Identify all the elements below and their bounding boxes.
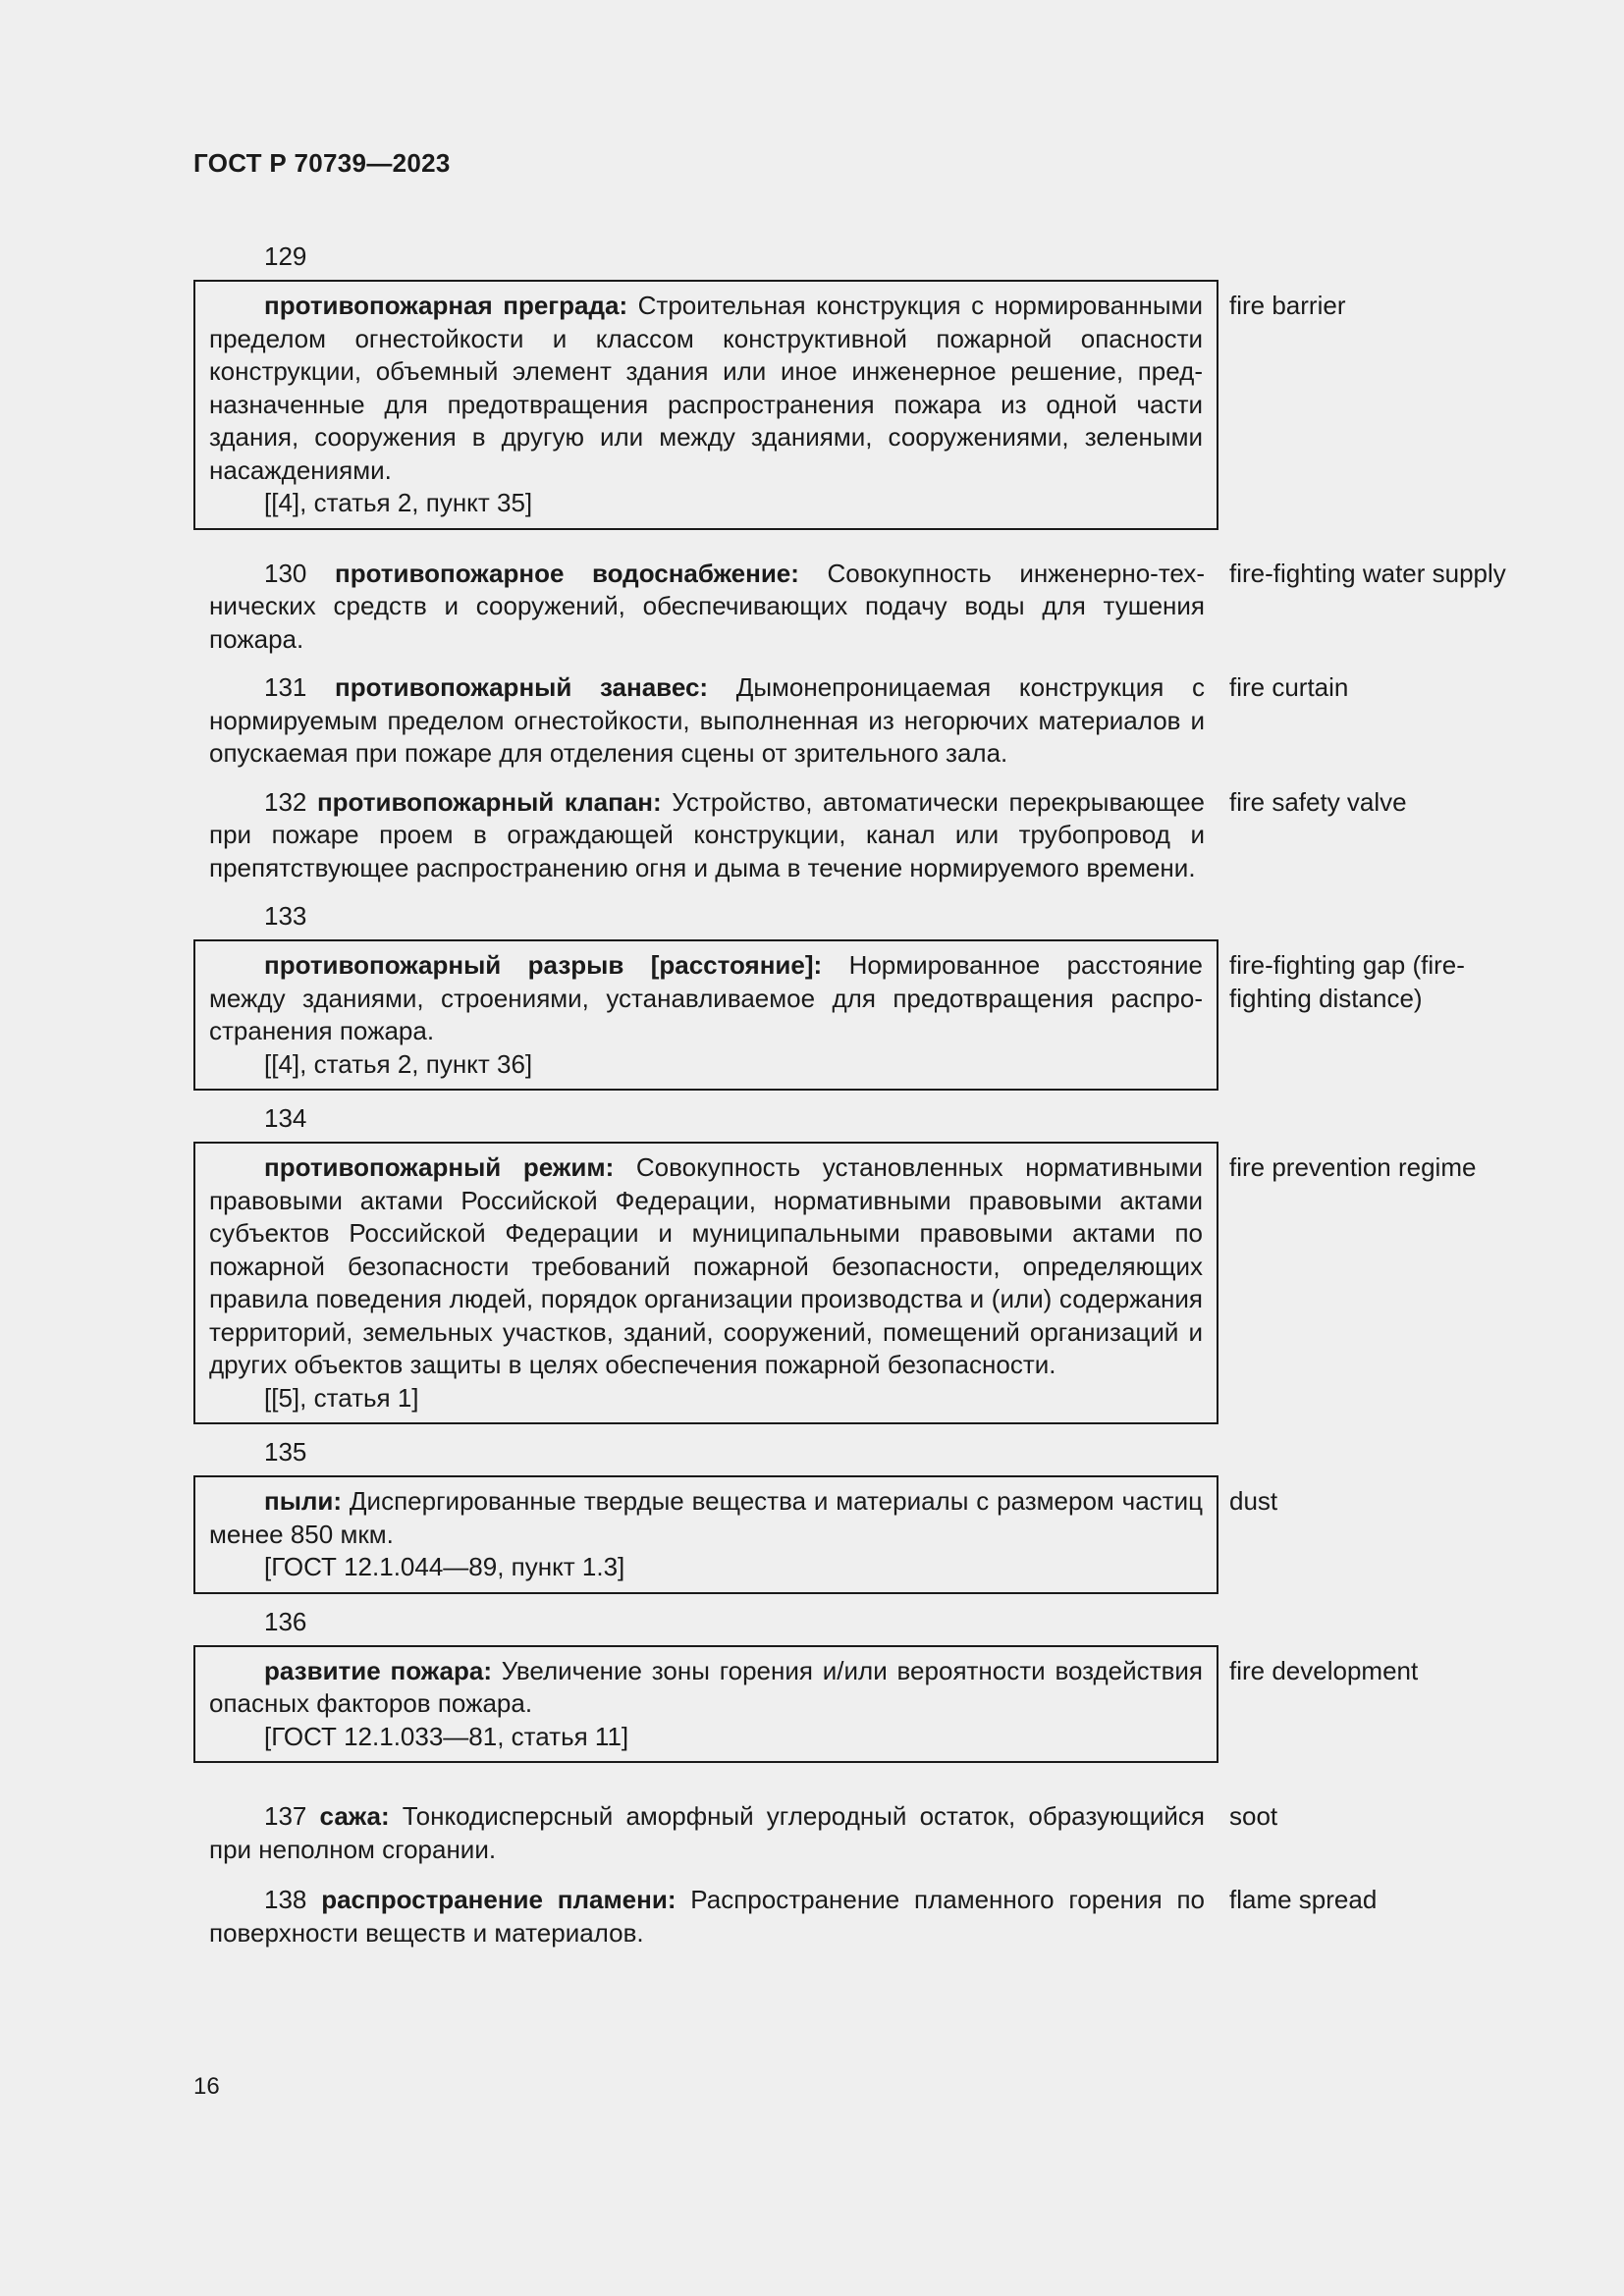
term-name: противопожарная преграда: (264, 291, 628, 320)
term-entry-133 (193, 900, 1509, 1091)
term-name: противопожарный разрыв [расстояние]: (264, 950, 823, 980)
term-definition: противопожарная преграда: Строительная конструкция с нормированными пределом огнестойкости и классом конструктивной пожарной опасности конструкции, объемный элемент здания или иное инженерное решение, предназначенные для предотвращения распространения пожара из одной части здания, сооружения в другую или между зданиями, сооружениями, зелеными насаждениями. (209, 291, 1203, 485)
term-body (193, 1884, 1218, 1949)
term-body (193, 786, 1218, 885)
term-definition: пыли: Диспергированные твердые вещества и материалы с размером частиц менее 850 мкм. (209, 1486, 1203, 1549)
term-source: [ГОСТ 12.1.033—81, статья 11] (264, 1721, 629, 1751)
term-box (193, 939, 1218, 1091)
entry-number: 136 (264, 1606, 307, 1636)
entry-number: 134 (264, 1103, 307, 1133)
term-source: [[5], статья 1] (264, 1382, 419, 1413)
term-body (193, 671, 1218, 771)
page-number: 16 (193, 2073, 220, 2100)
term-definition: развитие пожара: Увеличение зоны горения и/или вероятности воздействия опасных факторов пожара. (209, 1655, 1203, 1718)
english-equivalent: dust (1229, 1486, 1278, 1516)
term-name: противопожарный клапан: (316, 786, 662, 817)
term-definition: 137 сажа: Тонкодисперсный аморфный углеродный остаток, образующийся при неполном сгорании. (209, 1801, 1205, 1864)
term-name: распространение пламени: (321, 1885, 677, 1914)
term-name: развитие пожара: (264, 1655, 492, 1685)
term-name: противопожарный режим: (264, 1152, 615, 1182)
english-equivalent: soot (1229, 1801, 1278, 1831)
entry-number: 129 (264, 241, 307, 271)
term-box (193, 1645, 1218, 1764)
term-entry-131 (193, 671, 1509, 771)
term-source: [ГОСТ 12.1.044—89, пункт 1.3] (264, 1552, 625, 1581)
term-definition: 131 противопожарный занавес: Дымонепроницаемая конструкция с нормируемым пределом огнестойкости, выполненная из негорючих материалов и опускаемая при пожаре для отделения сцены от зрительного зала. (209, 672, 1205, 768)
term-box (193, 1142, 1218, 1424)
term-box (193, 1475, 1218, 1594)
term-definition: противопожарный режим: Совокупность установленных нормативными правовыми актами Российской Федерации, нормативными правовыми актами субъектов Российской Федерации и муниципальными правовыми актами по пожарной безопасности требований пожарной безопасности, определяющих правила поведения людей, порядок организации производства и (или) содержания территорий, земельных участков, зданий, сооружений, помещений организаций и других объектов защиты в целях обеспечения пожарной безопасности. (209, 1152, 1203, 1379)
term-box (193, 280, 1218, 530)
terms-list (193, 240, 1509, 1971)
term-entry-135 (193, 1436, 1509, 1594)
entry-number: 133 (264, 901, 307, 931)
term-source: [[4], статья 2, пункт 36] (264, 1048, 533, 1079)
english-equivalent: fire prevention regime (1229, 1152, 1477, 1182)
term-definition: 138 распространение пламени: Распространение пламенного горения по поверхности веществ и материалов. (209, 1885, 1205, 1948)
english-equivalent: fire barrier (1229, 291, 1346, 320)
term-definition: противопожарный разрыв [расстояние]: Нормированное расстояние между зданиями, строениями, устанавливаемое для предотвращения распространения пожара. (209, 950, 1203, 1045)
term-name: пыли: (264, 1486, 343, 1516)
document-header: ГОСТ Р 70739—2023 (193, 148, 451, 178)
term-entry-134 (193, 1102, 1509, 1424)
english-equivalent: fire-fighting water supply (1229, 558, 1506, 588)
term-name: сажа: (319, 1801, 390, 1831)
term-entry-138 (193, 1884, 1509, 1949)
term-definition: 130 противопожарное водоснабжение: Совокупность инженерно-технических средств и сооружений, обеспечивающих подачу воды для тушения пожара. (209, 558, 1205, 654)
term-source: [[4], статья 2, пункт 35] (264, 488, 533, 517)
term-entry-136 (193, 1606, 1509, 1764)
english-equivalent: flame spread (1229, 1885, 1378, 1914)
english-equivalent: fire curtain (1229, 672, 1349, 702)
term-name: противопожарный занавес: (335, 672, 709, 702)
term-entry-129 (193, 240, 1509, 530)
term-entry-130 (193, 558, 1509, 657)
term-body (193, 558, 1218, 657)
term-entry-137 (193, 1800, 1509, 1866)
term-entry-132 (193, 786, 1509, 885)
term-name: противопожарное водоснабжение: (334, 558, 799, 588)
term-body (193, 1800, 1218, 1866)
english-equivalent: fire development (1229, 1655, 1419, 1685)
english-equivalent: fire safety valve (1229, 786, 1407, 817)
english-equivalent: fire-fighting gap (fire-fighting distance) (1229, 950, 1465, 1013)
entry-number: 135 (264, 1437, 307, 1467)
term-definition: 132 противопожарный клапан: Устройство, автоматически перекрывающее при пожаре проем в ограждающей конструкции, канал или трубопровод и препятствующее распространению огня и дыма в течение нормируемого времени. (209, 786, 1205, 882)
